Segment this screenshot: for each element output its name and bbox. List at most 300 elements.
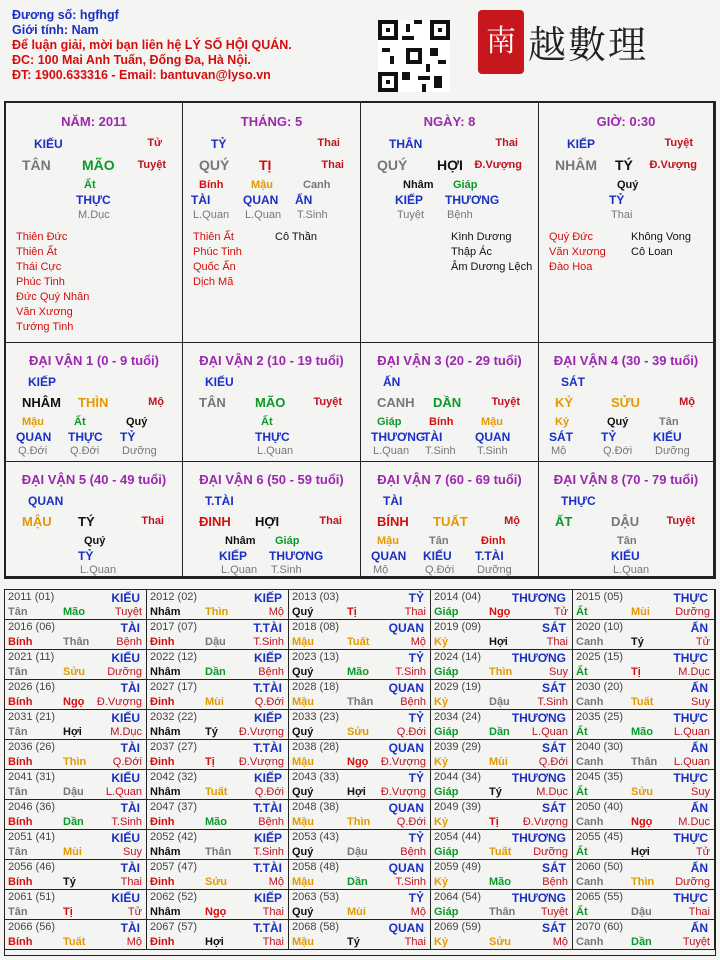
pillar-cell	[6, 103, 183, 343]
hidden-stage: Mộ	[373, 564, 389, 576]
year-god: KIẾP	[253, 651, 282, 665]
year-chi: Ngọ	[347, 756, 369, 768]
year-god: TỶ	[408, 711, 424, 725]
year-chi: Dần	[347, 876, 368, 888]
year-cell	[289, 710, 431, 740]
year-stage: T.Sinh	[253, 636, 284, 648]
year-label: 2032 (22)	[150, 711, 198, 723]
year-chi: Tị	[489, 816, 499, 828]
hidden-stage: M.Dục	[78, 209, 110, 221]
hidden-stage: Dưỡng	[477, 564, 512, 576]
year-label: 2039 (29)	[434, 741, 482, 753]
dai-van-god: TÀI	[383, 494, 403, 508]
year-god: TỶ	[408, 771, 424, 785]
hidden-god: THƯƠNG	[445, 193, 500, 207]
star-good: Đào Hoa	[549, 261, 593, 273]
pillar-top-god: THÂN	[389, 137, 423, 151]
hidden-stage: L.Quan	[257, 445, 294, 457]
year-chi: Tý	[347, 936, 360, 948]
year-cell	[289, 770, 431, 800]
year-chi: Tuất	[205, 786, 228, 798]
year-cell	[5, 620, 147, 650]
hidden-stem: Tân	[617, 535, 637, 547]
year-stage: Đ.Vượng	[380, 786, 426, 798]
year-god: QUAN	[388, 621, 424, 635]
pillar-title: NGÀY: 8	[423, 114, 476, 129]
year-chi: Tý	[205, 726, 218, 738]
hidden-god: TỶ	[120, 430, 136, 444]
dai-van-stage: Mộ	[679, 396, 695, 408]
year-god: THƯƠNG	[511, 651, 566, 665]
year-stage: Thai	[404, 606, 426, 618]
star-good: Phúc Tinh	[193, 246, 242, 258]
year-god: SÁT	[542, 801, 566, 815]
year-chi: Tị	[347, 606, 357, 618]
year-chi: Sửu	[489, 936, 512, 948]
year-cell	[147, 890, 289, 920]
year-chi: Dần	[63, 816, 84, 828]
year-god: THỰC	[673, 771, 708, 785]
year-cell	[573, 830, 715, 860]
year-label: 2031 (21)	[8, 711, 56, 723]
year-can: Nhâm	[150, 786, 181, 798]
pillar-chi: TỊ	[259, 157, 272, 173]
star-good: Quý Đức	[549, 231, 594, 243]
year-god: KIẾP	[253, 591, 282, 605]
year-label: 2055 (45)	[576, 831, 624, 843]
year-stage: T.Sinh	[537, 696, 568, 708]
year-label: 2047 (37)	[150, 801, 198, 813]
year-chi: Tý	[63, 876, 76, 888]
year-stage: M.Dục	[678, 816, 710, 828]
year-god: T.TÀI	[253, 681, 282, 695]
year-can: Nhâm	[150, 726, 181, 738]
hidden-god: QUAN	[243, 193, 279, 207]
pillar-chi-stage: Thai	[321, 159, 344, 171]
year-god: KIẾP	[253, 831, 282, 845]
hidden-stem: Quý	[126, 416, 148, 428]
pillar-chi-stage: Tuyệt	[137, 159, 166, 171]
year-chi: Mão	[631, 726, 653, 738]
year-label: 2027 (17)	[150, 681, 198, 693]
year-chi: Mão	[347, 666, 369, 678]
hidden-stage: T.Sinh	[271, 564, 302, 576]
dai-van-god: SÁT	[561, 375, 585, 389]
year-chi: Thân	[489, 906, 516, 918]
hidden-god: SÁT	[549, 430, 573, 444]
year-can: Giáp	[434, 726, 459, 738]
pillar-can: QUÝ	[377, 157, 408, 173]
year-cell	[5, 740, 147, 770]
year-chi: Thìn	[631, 876, 655, 888]
year-stage: M.Dục	[536, 786, 568, 798]
year-stage: T.Sinh	[395, 876, 426, 888]
year-can: Canh	[576, 696, 604, 708]
year-chi: Sửu	[63, 666, 86, 678]
year-can: Mậu	[292, 756, 314, 768]
pillar-cell	[183, 103, 361, 343]
year-chi: Hợi	[489, 636, 508, 648]
year-cell	[147, 740, 289, 770]
year-can: Nhâm	[150, 666, 181, 678]
hidden-god: THƯƠNG	[371, 430, 426, 444]
year-can: Quý	[292, 906, 314, 918]
year-god: QUAN	[388, 921, 424, 935]
year-stage: T.Sinh	[111, 816, 142, 828]
year-chi: Mão	[63, 606, 85, 618]
hidden-stem: Giáp	[275, 535, 300, 547]
hidden-god: TÀI	[423, 430, 443, 444]
hidden-stem: Quý	[617, 179, 639, 191]
year-can: Giáp	[434, 786, 459, 798]
year-chi: Mão	[205, 816, 227, 828]
dai-van-chi: SỬU	[611, 395, 640, 410]
year-chi: Tuất	[631, 696, 654, 708]
year-god: THƯƠNG	[511, 891, 566, 905]
pillar-can: NHÂM	[555, 157, 597, 173]
pillar-title: THÁNG: 5	[240, 114, 303, 129]
year-stage: Dưỡng	[533, 846, 568, 858]
year-god: SÁT	[542, 681, 566, 695]
hidden-god: THỰC	[68, 430, 103, 444]
header-line: ĐC: 100 Mai Anh Tuấn, Đống Đa, Hà Nội.	[12, 53, 251, 67]
year-label: 2070 (60)	[576, 921, 624, 933]
hidden-stage: Mộ	[551, 445, 567, 457]
year-label: 2058 (48)	[292, 861, 340, 873]
year-label: 2046 (36)	[8, 801, 56, 813]
year-stage: Đ.Vượng	[238, 726, 284, 738]
year-cell	[431, 890, 573, 920]
year-cell	[289, 860, 431, 890]
year-chi: Tị	[63, 906, 73, 918]
year-label: 2043 (33)	[292, 771, 340, 783]
hidden-stage: Thai	[611, 209, 633, 221]
year-stage: Q.Đới	[396, 726, 426, 738]
year-can: Mậu	[292, 936, 314, 948]
year-god: TÀI	[120, 621, 140, 635]
year-stage: Tử	[553, 606, 568, 618]
year-god: TÀI	[120, 861, 140, 875]
year-stage: Thai	[262, 936, 284, 948]
year-can: Quý	[292, 786, 314, 798]
year-chi: Mão	[489, 876, 511, 888]
year-cell	[5, 650, 147, 680]
dai-van-chi: DẦN	[433, 395, 462, 410]
year-stage: Thai	[262, 906, 284, 918]
year-chi: Dậu	[347, 846, 368, 858]
year-chi: Tý	[489, 786, 502, 798]
year-stage: L.Quan	[105, 786, 142, 798]
star-good: Thiên Ất	[16, 246, 57, 258]
year-can: Mậu	[292, 816, 314, 828]
year-cell	[5, 920, 147, 950]
year-label: 2014 (04)	[434, 591, 482, 603]
year-god: T.TÀI	[253, 861, 282, 875]
year-label: 2065 (55)	[576, 891, 624, 903]
year-cell	[289, 740, 431, 770]
hidden-stem: Mậu	[377, 535, 399, 547]
year-can: Đinh	[150, 696, 175, 708]
year-label: 2037 (27)	[150, 741, 198, 753]
dai-van-chi: DẬU	[611, 514, 640, 529]
star-good: Thái Cực	[16, 261, 62, 273]
year-can: Canh	[576, 876, 604, 888]
year-stage: Thai	[546, 636, 568, 648]
pillar-title: NĂM: 2011	[61, 114, 127, 129]
year-can: Ất	[576, 786, 588, 798]
pillar-top-stage: Tử	[147, 137, 162, 149]
year-label: 2030 (20)	[576, 681, 624, 693]
year-cell	[431, 830, 573, 860]
year-cell	[431, 710, 573, 740]
hidden-stage: L.Quan	[221, 564, 258, 576]
year-stage: Mộ	[410, 906, 426, 918]
year-label: 2020 (10)	[576, 621, 624, 633]
year-cell	[5, 830, 147, 860]
year-label: 2028 (18)	[292, 681, 340, 693]
hidden-god: KIẾU	[611, 549, 640, 563]
hidden-stem: Giáp	[453, 179, 478, 191]
year-chi: Dậu	[489, 696, 510, 708]
year-stage: Mộ	[410, 636, 426, 648]
hidden-god: THƯƠNG	[269, 549, 324, 563]
hidden-god: TỶ	[601, 430, 617, 444]
year-cell	[5, 590, 147, 620]
year-chi: Thân	[205, 846, 232, 858]
year-label: 2029 (19)	[434, 681, 482, 693]
year-stage: Mộ	[268, 876, 284, 888]
year-can: Bính	[8, 936, 33, 948]
pillar-grid	[4, 101, 716, 579]
year-can: Đinh	[150, 636, 175, 648]
year-cell	[147, 680, 289, 710]
year-can: Mậu	[292, 876, 314, 888]
star-good: Phúc Tinh	[16, 276, 65, 288]
year-label: 2049 (39)	[434, 801, 482, 813]
year-chi: Thìn	[205, 606, 229, 618]
year-label: 2056 (46)	[8, 861, 56, 873]
year-chi: Hợi	[63, 726, 82, 738]
star-good: Dịch Mã	[193, 276, 234, 288]
year-cell	[5, 770, 147, 800]
year-cell	[573, 800, 715, 830]
pillar-top-god: KIẾU	[34, 137, 63, 151]
year-can: Canh	[576, 936, 604, 948]
year-chi: Thân	[347, 696, 374, 708]
year-god: KIẾU	[111, 831, 140, 845]
dai-van-title: ĐẠI VẬN 1 (0 - 9 tuổi)	[28, 353, 159, 368]
hidden-stage: L.Quan	[193, 209, 230, 221]
star-other: Thập Ác	[451, 246, 492, 258]
dai-van-can: MẬU	[22, 514, 52, 529]
year-god: TỶ	[408, 591, 424, 605]
hidden-god: ẤN	[295, 193, 313, 207]
year-stage: Q.Đới	[254, 696, 284, 708]
year-label: 2017 (07)	[150, 621, 198, 633]
year-stage: Bệnh	[116, 636, 142, 648]
year-can: Kỷ	[434, 636, 449, 648]
year-god: TỶ	[408, 831, 424, 845]
hidden-god: TÀI	[191, 193, 211, 207]
hidden-stage: Q.Đới	[70, 445, 100, 457]
year-label: 2018 (08)	[292, 621, 340, 633]
year-god: QUAN	[388, 741, 424, 755]
year-god: QUAN	[388, 801, 424, 815]
year-can: Kỷ	[434, 756, 449, 768]
year-label: 2060 (50)	[576, 861, 624, 873]
dai-van-title: ĐẠI VẬN 3 (20 - 29 tuổi)	[377, 353, 522, 368]
year-label: 2040 (30)	[576, 741, 624, 753]
pillar-can: QUÝ	[199, 157, 230, 173]
year-label: 2013 (03)	[292, 591, 340, 603]
year-can: Tân	[8, 666, 28, 678]
year-cell	[147, 710, 289, 740]
hidden-stem: Nhâm	[225, 535, 256, 547]
dai-van-stage: Tuyệt	[313, 396, 342, 408]
year-god: KIẾU	[111, 651, 140, 665]
year-stage: Tử	[695, 636, 710, 648]
year-can: Quý	[292, 666, 314, 678]
year-can: Đinh	[150, 876, 175, 888]
year-label: 2033 (23)	[292, 711, 340, 723]
year-cell	[147, 800, 289, 830]
hidden-stage: T.Sinh	[297, 209, 328, 221]
year-chi: Dậu	[631, 906, 652, 918]
year-can: Mậu	[292, 636, 314, 648]
year-label: 2062 (52)	[150, 891, 198, 903]
year-can: Tân	[8, 906, 28, 918]
star-other: Cô Loan	[631, 246, 673, 258]
year-label: 2067 (57)	[150, 921, 198, 933]
pillar-top-stage: Thai	[495, 137, 518, 149]
year-cell	[289, 650, 431, 680]
year-label: 2023 (13)	[292, 651, 340, 663]
year-stage: M.Dục	[110, 726, 142, 738]
dai-van-title: ĐẠI VẬN 8 (70 - 79 tuổi)	[553, 472, 699, 487]
dai-van-chi: TUẤT	[433, 514, 468, 529]
year-chi: Sửu	[205, 876, 228, 888]
year-stage: Mộ	[126, 936, 142, 948]
hidden-stage: T.Sinh	[477, 445, 508, 457]
year-can: Giáp	[434, 846, 459, 858]
year-label: 2051 (41)	[8, 831, 56, 843]
year-cell	[573, 680, 715, 710]
dai-van-cell	[361, 462, 539, 577]
dai-van-cell	[183, 343, 361, 462]
dai-van-can: ĐINH	[199, 514, 231, 529]
year-stage: Dưỡng	[675, 606, 710, 618]
year-label: 2019 (09)	[434, 621, 482, 633]
year-god: TÀI	[120, 681, 140, 695]
year-label: 2021 (11)	[8, 651, 55, 663]
year-can: Kỷ	[434, 936, 449, 948]
year-chi: Tuất	[489, 846, 512, 858]
year-can: Kỷ	[434, 876, 449, 888]
year-cell	[431, 770, 573, 800]
year-stage: Suy	[549, 666, 568, 678]
year-stage: Tử	[127, 906, 142, 918]
year-can: Kỷ	[434, 696, 449, 708]
year-stage: Đ.Vượng	[522, 816, 568, 828]
header-line: Đương số: hgfhgf	[12, 8, 119, 22]
year-stage: Thai	[120, 876, 142, 888]
year-stage: Bệnh	[542, 876, 568, 888]
dai-van-god: ẤN	[383, 375, 401, 389]
year-chi: Mùi	[631, 606, 650, 618]
year-can: Tân	[8, 786, 28, 798]
year-god: THƯƠNG	[511, 831, 566, 845]
year-can: Nhâm	[150, 846, 181, 858]
year-can: Giáp	[434, 606, 459, 618]
hidden-stage: Q.Đới	[425, 564, 455, 576]
year-cell	[147, 590, 289, 620]
year-stage: Mộ	[268, 606, 284, 618]
hidden-stem: Ất	[261, 416, 273, 428]
star-good: Văn Xương	[16, 306, 73, 318]
year-can: Đinh	[150, 936, 175, 948]
hidden-stem: Ất	[74, 416, 86, 428]
hidden-god: KIẾU	[653, 430, 682, 444]
dai-van-can: TÂN	[199, 395, 226, 410]
year-god: SÁT	[542, 741, 566, 755]
year-can: Ất	[576, 726, 588, 738]
dai-van-god: KIẾP	[28, 375, 57, 389]
year-label: 2041 (31)	[8, 771, 56, 783]
year-god: KIẾU	[111, 771, 140, 785]
year-can: Bính	[8, 876, 33, 888]
year-chi: Tuất	[347, 636, 370, 648]
year-chi: Ngọ	[631, 816, 653, 828]
hidden-god: QUAN	[16, 430, 52, 444]
year-can: Bính	[8, 756, 33, 768]
header-line: Để luận giải, mời bạn liên hệ LÝ SỐ HỘI QUÁN.	[12, 38, 292, 52]
year-stage: Suy	[691, 786, 710, 798]
hidden-stem: Mậu	[481, 416, 503, 428]
year-can: Đinh	[150, 756, 175, 768]
year-god: KIẾP	[253, 891, 282, 905]
year-stage: Dưỡng	[675, 876, 710, 888]
year-stage: Tuyệt	[682, 936, 710, 948]
year-label: 2026 (16)	[8, 681, 56, 693]
hidden-stem: Mậu	[251, 179, 273, 191]
year-stage: Dưỡng	[107, 666, 142, 678]
year-god: ẤN	[690, 621, 708, 635]
hidden-stage: L.Quan	[245, 209, 282, 221]
hidden-god: THỰC	[255, 430, 290, 444]
dai-van-cell	[539, 343, 714, 462]
qr-code	[378, 20, 450, 92]
hidden-stage: Q.Đới	[18, 445, 48, 457]
hidden-stem: Nhâm	[403, 179, 434, 191]
year-stage: L.Quan	[673, 726, 710, 738]
year-chi: Thìn	[63, 756, 87, 768]
year-cell	[147, 830, 289, 860]
year-label: 2011 (01)	[8, 591, 55, 603]
year-god: T.TÀI	[253, 741, 282, 755]
dai-van-god: T.TÀI	[205, 494, 234, 508]
year-label: 2069 (59)	[434, 921, 482, 933]
hidden-stem: Kỷ	[555, 416, 570, 428]
year-label: 2068 (58)	[292, 921, 340, 933]
year-can: Nhâm	[150, 606, 181, 618]
year-can: Bính	[8, 816, 33, 828]
year-can: Quý	[292, 606, 314, 618]
hidden-stage: Dưỡng	[122, 445, 157, 457]
dai-van-can: ẤT	[555, 514, 573, 529]
year-can: Quý	[292, 846, 314, 858]
year-label: 2050 (40)	[576, 801, 624, 813]
year-stage: Q.Đới	[538, 756, 568, 768]
